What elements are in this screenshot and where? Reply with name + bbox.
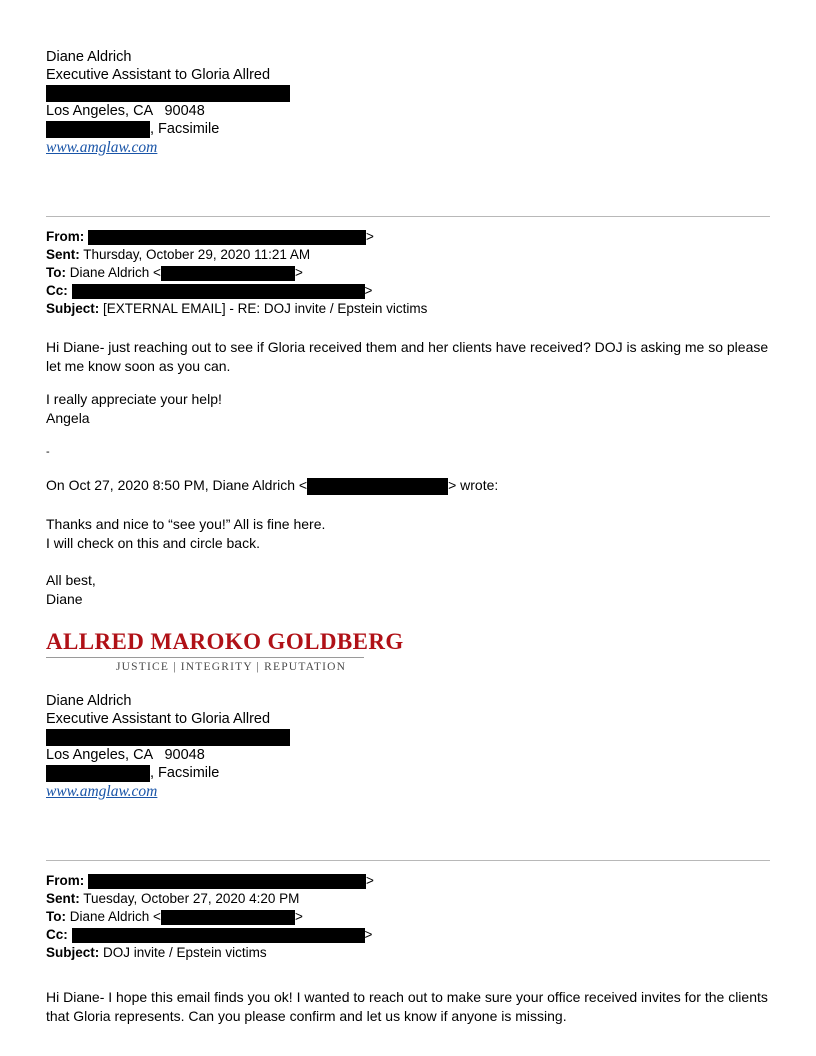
- firm-logo-tagline: JUSTICE | INTEGRITY | REPUTATION: [116, 661, 347, 673]
- email-body-2-line1: Thanks and nice to “see you!” All is fine here.: [46, 516, 326, 532]
- fax-label: , Facsimile: [150, 765, 220, 781]
- header-label: Sent:: [46, 891, 80, 906]
- header-value: Diane Aldrich <: [69, 265, 161, 280]
- quoted-intro-prefix: On Oct 27, 2020 8:50 PM, Diane Aldrich <: [46, 477, 308, 493]
- redaction-bar: [46, 121, 150, 138]
- header-value: Tuesday, October 27, 2020 4:20 PM: [83, 891, 300, 906]
- header-to: [46, 264, 770, 282]
- header-label: To:: [46, 265, 66, 280]
- header-suffix: >: [294, 265, 303, 280]
- signature-fax: [46, 764, 770, 782]
- email-body-3-p1: Hi Diane- I hope this email finds you ok! I wanted to reach out to make sure your office received invites for the clients that Gloria represents. Can you please confirm and let us know if anyone is missing.: [46, 989, 768, 1024]
- signature-block-top: [46, 48, 770, 158]
- header-label: Cc:: [46, 927, 68, 942]
- signature-title: Executive Assistant to Gloria Allred: [46, 711, 271, 727]
- email-headers-3: [46, 872, 770, 962]
- header-label: Sent:: [46, 247, 80, 262]
- email-body-2-signoff: All best,: [46, 572, 96, 588]
- redaction-bar: [72, 928, 365, 943]
- header-to: [46, 908, 770, 926]
- redaction-bar: [88, 874, 366, 889]
- header-suffix: >: [366, 229, 374, 244]
- signature-name: Diane Aldrich: [46, 49, 132, 65]
- redaction-bar: [46, 765, 150, 782]
- signature-title: Executive Assistant to Gloria Allred: [46, 67, 271, 83]
- redaction-bar: [46, 85, 290, 102]
- header-cc: [46, 282, 770, 300]
- quoted-intro-suffix: > wrote:: [448, 477, 499, 493]
- redaction-bar: [307, 478, 448, 495]
- email-body-1-p2: I really appreciate your help!: [46, 391, 222, 407]
- email-headers-1: [46, 228, 770, 318]
- header-sent: [46, 246, 770, 264]
- header-value: Thursday, October 29, 2020 11:21 AM: [83, 247, 311, 262]
- email-body-1-p1: Hi Diane- just reaching out to see if Gloria received them and her clients have received? DOJ is asking me so please let me know soon as you can.: [46, 339, 769, 374]
- website-link[interactable]: www.amglaw.com: [46, 783, 158, 800]
- header-suffix: >: [366, 873, 374, 888]
- signature-name: Diane Aldrich: [46, 693, 132, 709]
- header-label: Subject:: [46, 301, 100, 316]
- signature-address-redacted: [46, 728, 770, 746]
- header-label: From:: [46, 873, 85, 888]
- signature-website-wrap: [46, 782, 770, 802]
- signature-city: Los Angeles, CA 90048: [46, 747, 205, 763]
- redaction-bar: [72, 284, 365, 299]
- signature-fax: [46, 120, 770, 138]
- fax-label: , Facsimile: [150, 121, 220, 137]
- email-body-1-dash: -: [46, 446, 50, 458]
- header-value: DOJ invite / Epstein victims: [103, 945, 267, 960]
- email-body-1-signoff: Angela: [46, 410, 90, 426]
- redaction-bar: [161, 910, 295, 925]
- header-subject: [46, 944, 770, 962]
- firm-logo-name: ALLRED MAROKO GOLDBERG: [46, 629, 404, 654]
- website-link[interactable]: www.amglaw.com: [46, 139, 158, 156]
- header-suffix: >: [294, 909, 303, 924]
- header-value: Diane Aldrich <: [69, 909, 161, 924]
- header-subject: [46, 300, 770, 318]
- quoted-intro: [46, 476, 770, 495]
- header-label: Cc:: [46, 283, 68, 298]
- email-body-2-line2: I will check on this and circle back.: [46, 535, 260, 551]
- signature-block-bottom: [46, 692, 770, 802]
- signature-city: Los Angeles, CA 90048: [46, 103, 205, 119]
- firm-logo: [46, 615, 770, 674]
- signature-address-redacted: [46, 84, 770, 102]
- redaction-bar: [161, 266, 295, 281]
- header-cc: [46, 926, 770, 944]
- redaction-bar: [88, 230, 366, 245]
- header-value: [EXTERNAL EMAIL] - RE: DOJ invite / Epstein victims: [103, 301, 428, 316]
- email-body-2-name: Diane: [46, 591, 83, 607]
- header-sent: [46, 890, 770, 908]
- header-from: [46, 872, 770, 890]
- redaction-bar: [46, 729, 290, 746]
- header-label: To:: [46, 909, 66, 924]
- header-from: [46, 228, 770, 246]
- header-suffix: >: [364, 927, 373, 942]
- signature-website-wrap: [46, 138, 770, 158]
- header-label: From:: [46, 229, 85, 244]
- firm-logo-rule: [46, 657, 364, 658]
- header-label: Subject:: [46, 945, 100, 960]
- header-suffix: >: [364, 283, 373, 298]
